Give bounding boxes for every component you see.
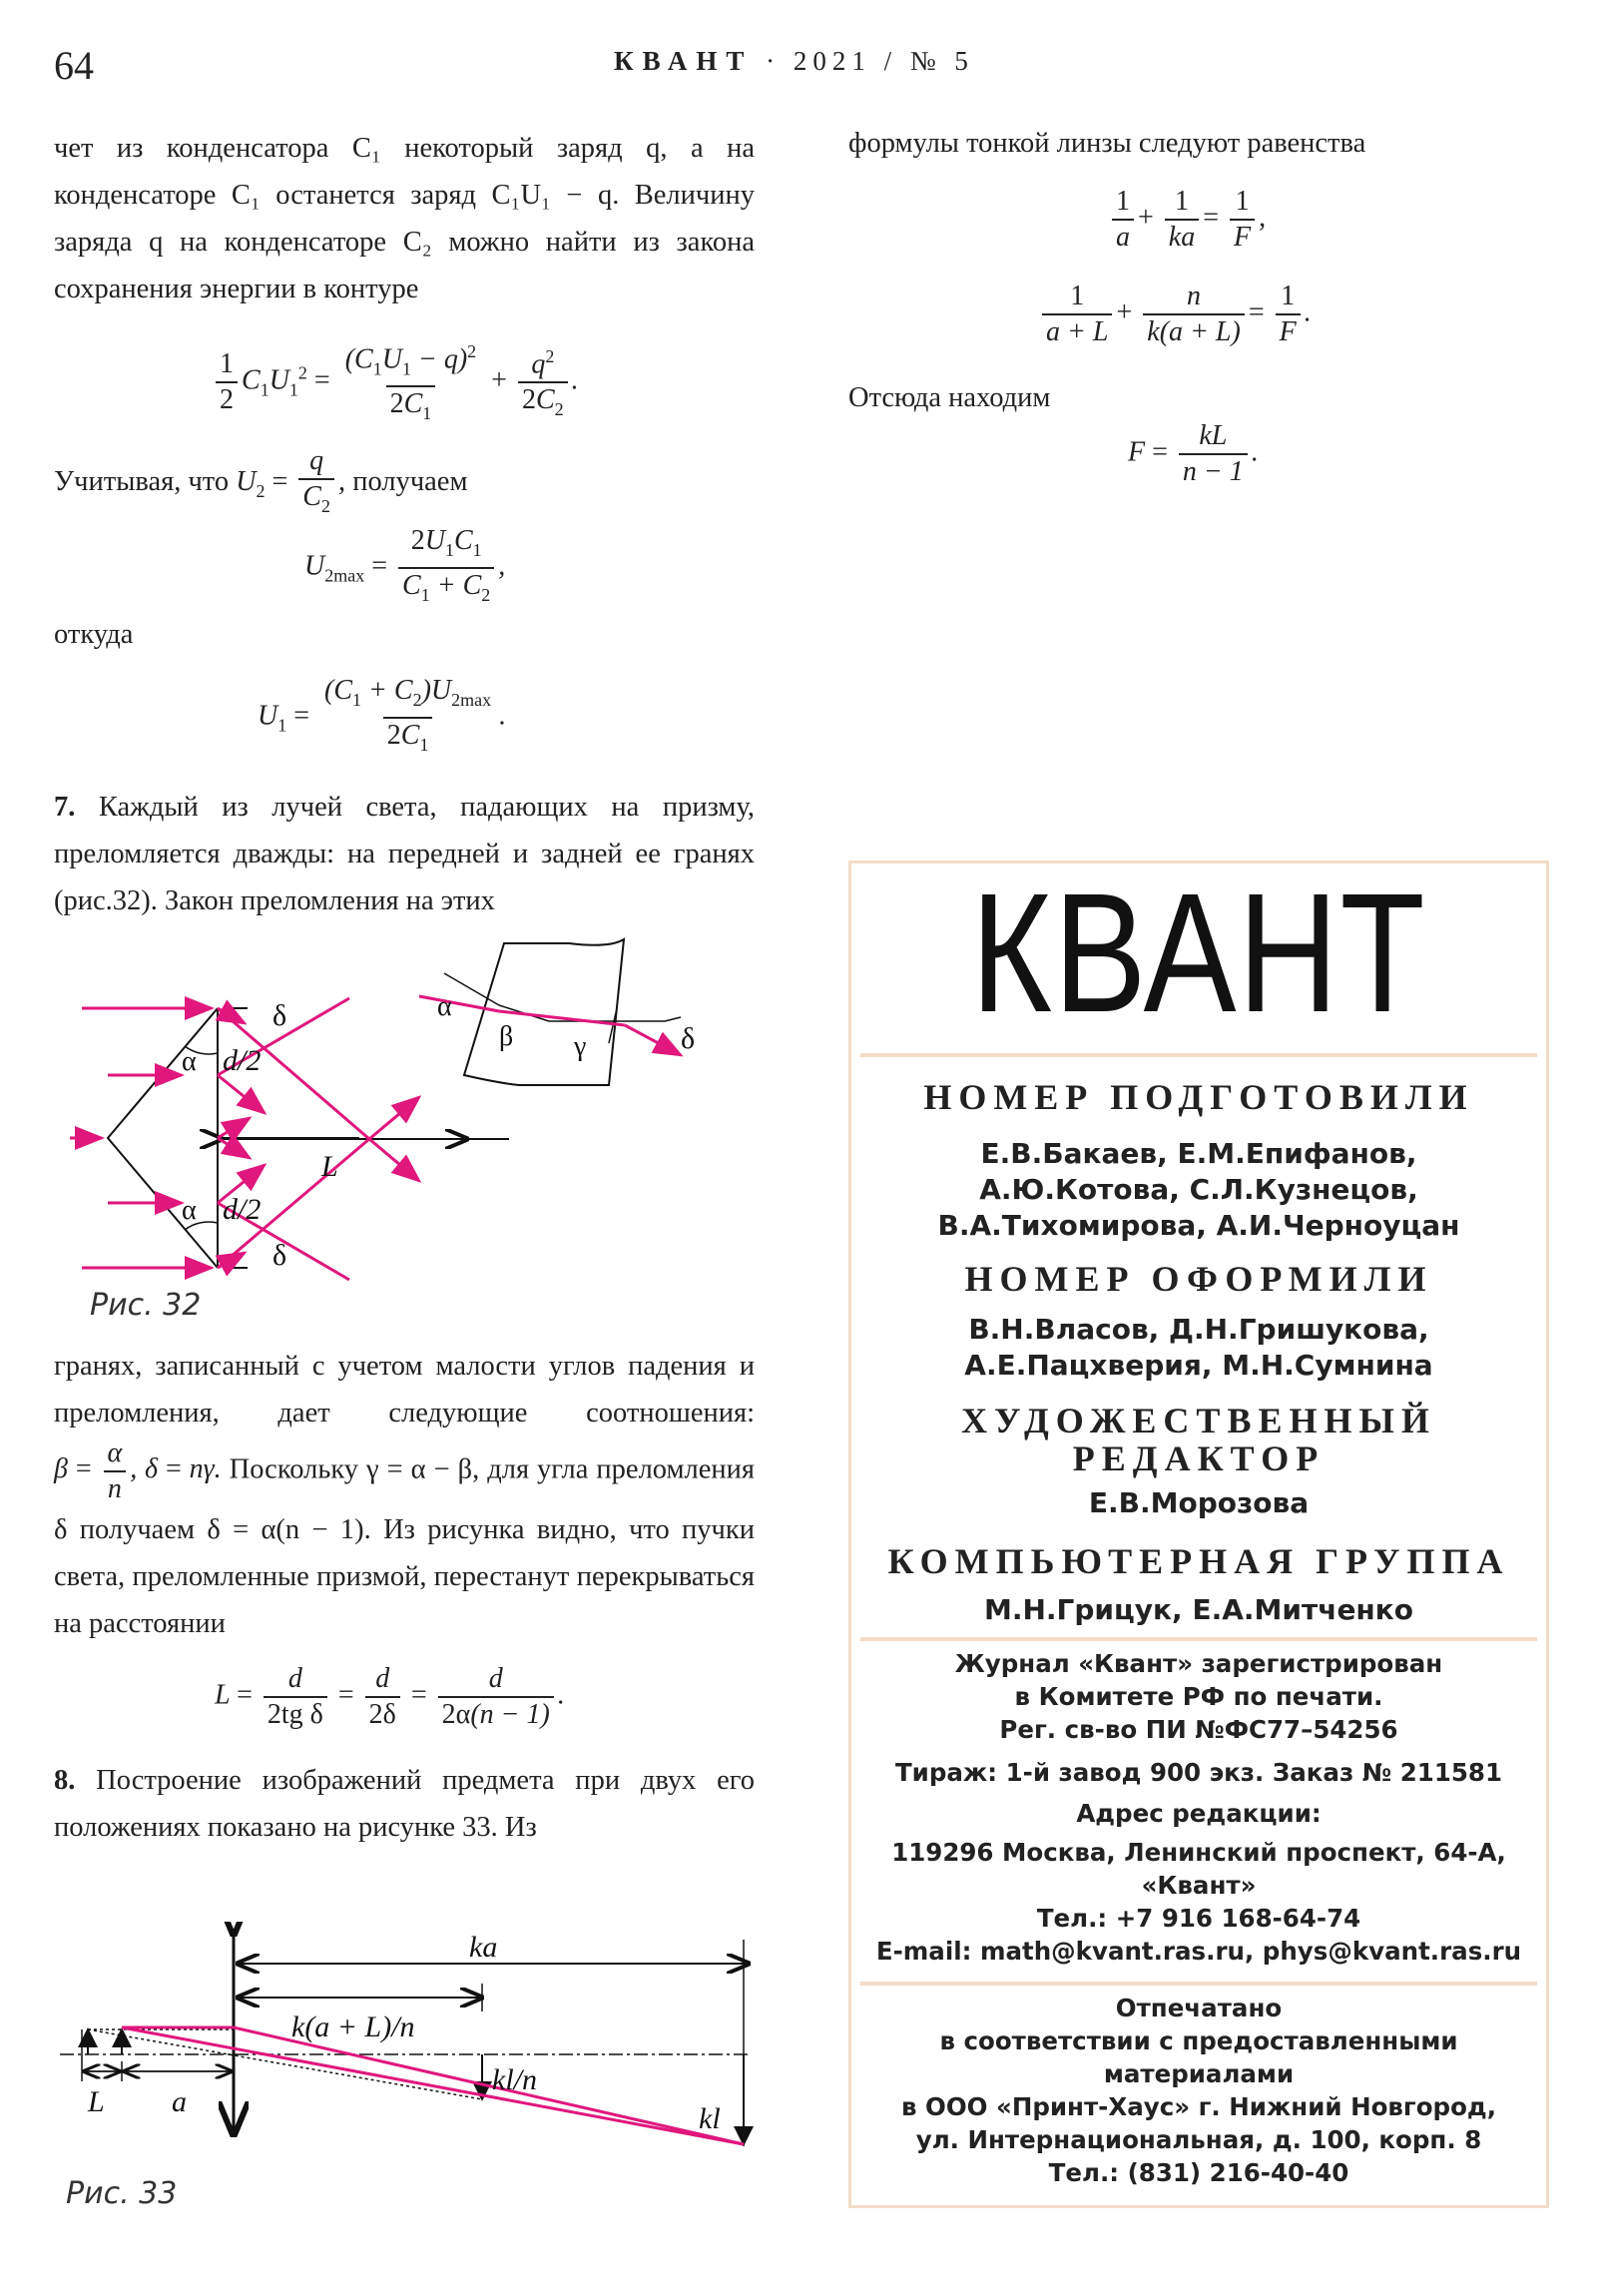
art-name: Е.В.Морозова — [1088, 1486, 1310, 1519]
imprint-divider-2 — [860, 1637, 1537, 1641]
art-title — [848, 1402, 1549, 1477]
F-equation: F = $\frac{kL}{n - 1}$ . — [1128, 420, 1259, 487]
computer-title: КОМПЬЮТЕРНАЯ ГРУППА — [887, 1541, 1510, 1581]
circulation: Тираж: 1-й завод 900 экз. Заказ № 211581 — [894, 1758, 1503, 1787]
left-para-3-block — [54, 611, 755, 658]
left-para-3: откуда — [54, 619, 134, 650]
print-line-1: Отпечатано — [1115, 1994, 1283, 2022]
reg-line-1: Журнал «Квант» зарегистрирован — [954, 1649, 1443, 1678]
imprint-divider-3 — [860, 1982, 1537, 1986]
running-header — [614, 46, 974, 77]
imprint-divider-1 — [860, 1053, 1537, 1057]
journal-name: КВАНТ — [614, 46, 754, 76]
page-number: 64 — [54, 43, 94, 88]
left-para-2-prefix: Учитывая, что — [54, 465, 230, 497]
art-title-1: ХУДОЖЕСТВЕННЫЙ — [961, 1401, 1436, 1440]
fig33-a: a — [172, 2085, 187, 2118]
problem7-cont-block: гранях, записанный с учетом малости углов падения и преломления, дает следующие соотношения: β = $\frac{\alpha}{n}$ , δ = nγ. Поскольку γ = α − β, для угла преломления δ получаем δ = α(n − 1). Из рисунка видно, что пучки света, преломленные призмой, перестанут перекрываться на расстоянии — [54, 1351, 756, 1639]
address-title: Адрес редакции: — [1076, 1799, 1322, 1828]
prepared-title: НОМЕР ПОДГОТОВИЛИ — [923, 1077, 1474, 1117]
print-line-5: ул. Интернациональная, д. 100, корп. 8 — [915, 2125, 1482, 2154]
problem7-number: 7. — [54, 792, 76, 823]
fig32-alpha-top: α — [182, 1046, 197, 1077]
print-line-4: в ООО «Принт-Хаус» г. Нижний Новгород, — [900, 2092, 1497, 2121]
problem7-block — [54, 784, 755, 924]
designed-title: НОМЕР ОФОРМИЛИ — [964, 1259, 1433, 1299]
registration-info — [848, 1647, 1549, 1968]
editorial-email: E-mail: math@kvant.ras.ru, phys@kvant.ras.ru — [875, 1937, 1522, 1966]
figure-33 — [60, 1922, 759, 2171]
print-line-6: Тел.: (831) 216-40-40 — [1048, 2158, 1349, 2187]
designed-names-2: А.Е.Пацхверия, М.Н.Сумнина — [964, 1349, 1433, 1382]
fig33-L: L — [88, 2085, 105, 2118]
right-para-1-block — [848, 120, 1549, 167]
fig32-dhalf-top: d/2 — [223, 1044, 262, 1077]
fig33-rays — [122, 2027, 744, 2144]
issue-label: · 2021 / № 5 — [766, 46, 974, 76]
fig32-dhalf-bottom: d/2 — [223, 1193, 262, 1226]
inset-prism — [464, 939, 624, 1085]
energy-equation: $\frac{1}{2}$ $C_1U_1^2$ = $\frac{(C_1U_1 - q)^2}{2C_1}$ + $\frac{q^2}{2C_2}$ . — [212, 334, 579, 430]
inset-beta: β — [499, 1021, 514, 1052]
lens-equation-2: $\frac{1}{a + L}$ + $\frac{n}{k(a + L)}$ = $\frac{1}{F}$ . — [1038, 280, 1312, 349]
fig33-kaLn: k(a + L)/n — [291, 2010, 415, 2043]
fig33-kl: kl — [699, 2102, 721, 2135]
prepared-names-3: В.А.Тихомирова, А.И.Черноуцан — [937, 1209, 1460, 1242]
fig33-caption: Рис. 33 — [66, 2176, 178, 2211]
right-para-2-block — [848, 374, 1549, 421]
lens-equation-1: $\frac{1}{a}$ + $\frac{1}{ka}$ = $\frac{1}{F}$ , — [1108, 185, 1266, 255]
problem7-text: Каждый из лучей света, падающих на призму, преломляется дважды: на передней и задней ее гранях (рис.32). Закон преломления на этих — [54, 792, 755, 916]
left-para-2-suffix: , получаем — [337, 465, 468, 497]
reg-line-2: в Комитете РФ по печати. — [1014, 1682, 1383, 1711]
print-line-2: в соответствии с предоставленными — [939, 2026, 1458, 2055]
problem7-cont-a: гранях, записанный с учетом малости углов падения и преломления, дает следующие соотношения: — [54, 1351, 755, 1429]
inset-delta: δ — [681, 1022, 696, 1055]
right-para-1: формулы тонкой линзы следуют равенства — [848, 128, 1366, 159]
fig32-alpha-bottom: α — [182, 1195, 197, 1226]
fig32-caption: Рис. 32 — [90, 1288, 202, 1323]
prepared-names-1: Е.В.Бакаев, Е.М.Епифанов, — [980, 1137, 1417, 1170]
print-line-3: материалами — [1103, 2059, 1295, 2088]
computer-names: М.Н.Грицук, Е.А.Митченко — [983, 1593, 1414, 1626]
fig32-delta-bottom: δ — [272, 1239, 287, 1272]
left-para-2-block: Учитывая, что $U_2$ = $\frac{q}{C_2}$ , получаем — [54, 444, 755, 523]
figure-32 — [70, 933, 769, 1283]
problem8-block — [54, 1757, 755, 1851]
fig33-kln: kl/n — [492, 2063, 537, 2096]
prepared-names-2: А.Ю.Котова, С.Л.Кузнецов, — [979, 1173, 1418, 1206]
address-line-2: «Квант» — [1141, 1871, 1257, 1900]
art-title-2: РЕДАКТОР — [1072, 1438, 1326, 1478]
prepared-names — [848, 1136, 1549, 1244]
printing-info — [848, 1992, 1549, 2189]
L-equation: L = $\frac{d}{\text{2tg δ}}$ = $\frac{d}{2\delta}$ = $\frac{d}{2\alpha(n - 1)}$ . — [215, 1663, 565, 1730]
fig32-delta-top: δ — [272, 999, 287, 1032]
problem8-text: Построение изображений предмета при двух его положениях показано на рисунке 33. Из — [54, 1765, 756, 1843]
reg-line-3: Рег. св-во ПИ №ФС77–54256 — [999, 1715, 1398, 1744]
left-para-1: чет из конденсатора C₁ некоторый заряд q, а на конденсаторе C₁ останется заряд C₁U₁ − q. Величину заряда q на конденсаторе C₂ можно найти из закона сохранения энергии в контуре — [54, 133, 755, 304]
address-line-1: 119296 Москва, Ленинский проспект, 64-А, — [891, 1838, 1506, 1867]
u2max-equation: $U_{2max}$ = $\frac{2U_1C_1}{C_1 + C_2}$ , — [304, 524, 505, 612]
designed-names — [848, 1312, 1549, 1384]
editorial-phone: Тел.: +7 916 168-64-74 — [1036, 1904, 1361, 1933]
problem7-cont-b: Поскольку γ = α − β, для угла преломления δ получаем δ = α(n − 1). Из рисунка видно, что пучки света, преломленные призмой, перестанут перекрываться на расстоянии — [54, 1453, 756, 1639]
journal-logo: КВАНТ — [970, 859, 1427, 1048]
problem8-number: 8. — [54, 1765, 76, 1796]
prism-outline — [108, 1008, 218, 1268]
designed-names-1: В.Н.Власов, Д.Н.Гришукова, — [968, 1313, 1429, 1346]
u1-equation: $U_1$ = $\frac{(C_1 + C_2)U_{2max}}{2C_1}$ . — [258, 674, 506, 762]
fig32-L: L — [321, 1150, 338, 1183]
right-para-2: Отсюда находим — [848, 382, 1051, 413]
inset-alpha: α — [437, 991, 452, 1022]
fig33-ka: ka — [469, 1931, 498, 1964]
left-para-1-block — [54, 125, 755, 312]
inset-gamma: γ — [574, 1031, 587, 1062]
